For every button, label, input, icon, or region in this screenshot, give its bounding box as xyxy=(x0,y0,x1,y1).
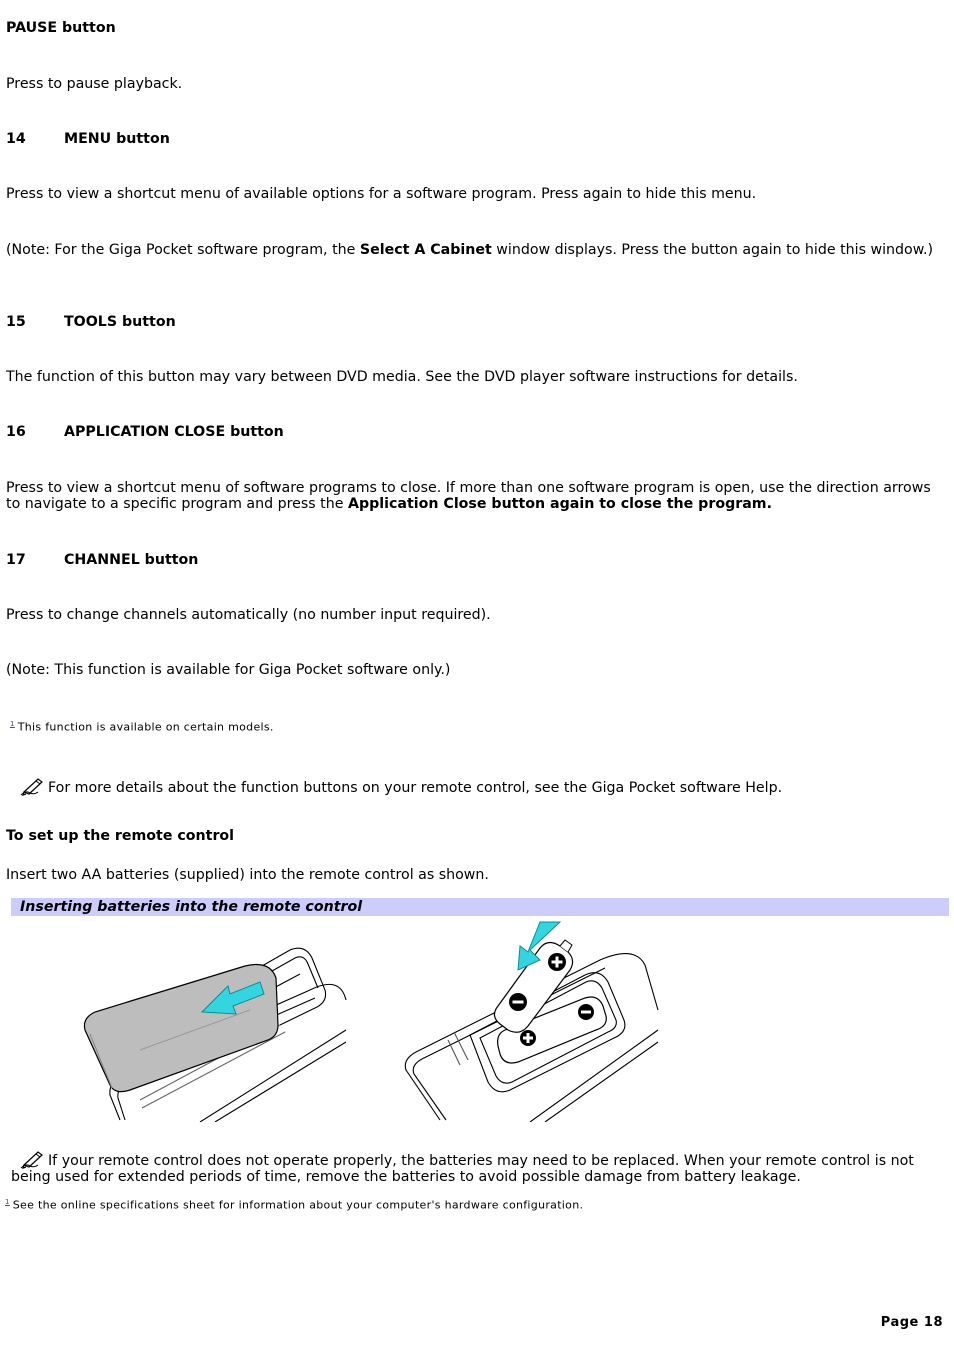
pause-heading: PAUSE button xyxy=(6,20,116,36)
channel-description: Press to change channels automatically (no number input required). xyxy=(6,607,491,623)
note-pencil-icon xyxy=(20,1149,46,1169)
menu-note-post: window displays. Press the button again to hide this window.) xyxy=(491,242,934,258)
page-number: Page 18 xyxy=(880,1315,943,1330)
setup-description: Insert two AA batteries (supplied) into the remote control as shown. xyxy=(6,867,489,883)
menu-number: 14 xyxy=(6,131,26,147)
footnote-2 xyxy=(5,1194,945,1214)
channel-heading xyxy=(6,552,946,568)
note-pencil-icon xyxy=(20,776,46,796)
tip-1-text: For more details about the function buttons on your remote control, see the Giga Pocket software Help. xyxy=(48,780,783,796)
setup-heading: To set up the remote control xyxy=(6,828,235,844)
remote-cover-removal-illustration xyxy=(80,930,350,1122)
tools-heading xyxy=(6,314,946,330)
battery-insertion-illustration xyxy=(400,920,662,1122)
appclose-title: APPLICATION CLOSE button xyxy=(64,424,284,440)
menu-note-pre: (Note: For the Giga Pocket software program, the xyxy=(6,242,360,258)
menu-description: Press to view a shortcut menu of available options for a software program. Press again to hide this menu. xyxy=(6,186,757,202)
tip-2-text: If your remote control does not operate properly, the batteries may need to be replaced. When your remote control is not being used for extended periods of time, remove the batteries to avoid possible damage from battery leakage. xyxy=(11,1153,914,1185)
tools-description: The function of this button may vary between DVD media. See the DVD player software instructions for details. xyxy=(6,369,798,385)
appclose-heading xyxy=(6,424,946,440)
menu-note-bold: Select A Cabinet xyxy=(359,242,492,258)
footnote-1 xyxy=(10,716,950,736)
appclose-description xyxy=(6,480,946,512)
channel-title: CHANNEL button xyxy=(64,552,199,568)
appclose-desc-pre: Press to view a shortcut menu of software programs to close. If more than one software program is open, use the direction arrows to navigate to a specific program and press the xyxy=(6,480,931,512)
tip-2 xyxy=(11,1149,949,1185)
footnote-2-text: See the online specifications sheet for information about your computer's hardware configuration. xyxy=(12,1198,584,1212)
figure-caption: Inserting batteries into the remote control xyxy=(20,899,363,915)
pause-description: Press to pause playback. xyxy=(6,76,183,92)
appclose-number: 16 xyxy=(6,424,26,440)
tip-1 xyxy=(20,776,954,796)
tools-title: TOOLS button xyxy=(64,314,176,330)
tools-number: 15 xyxy=(6,314,26,330)
channel-note: (Note: This function is available for Giga Pocket software only.) xyxy=(6,662,451,678)
footnote-1-text: This function is available on certain models. xyxy=(17,720,274,734)
footnote-2-mark[interactable]: 1 xyxy=(5,1198,10,1206)
channel-number: 17 xyxy=(6,552,26,568)
menu-title: MENU button xyxy=(64,131,170,147)
menu-note xyxy=(6,242,946,258)
menu-heading xyxy=(6,131,946,147)
appclose-desc-bold: Application Close button again to close the program. xyxy=(347,496,772,512)
footnote-1-mark[interactable]: 1 xyxy=(10,720,15,728)
figure-caption-bar xyxy=(11,898,949,916)
